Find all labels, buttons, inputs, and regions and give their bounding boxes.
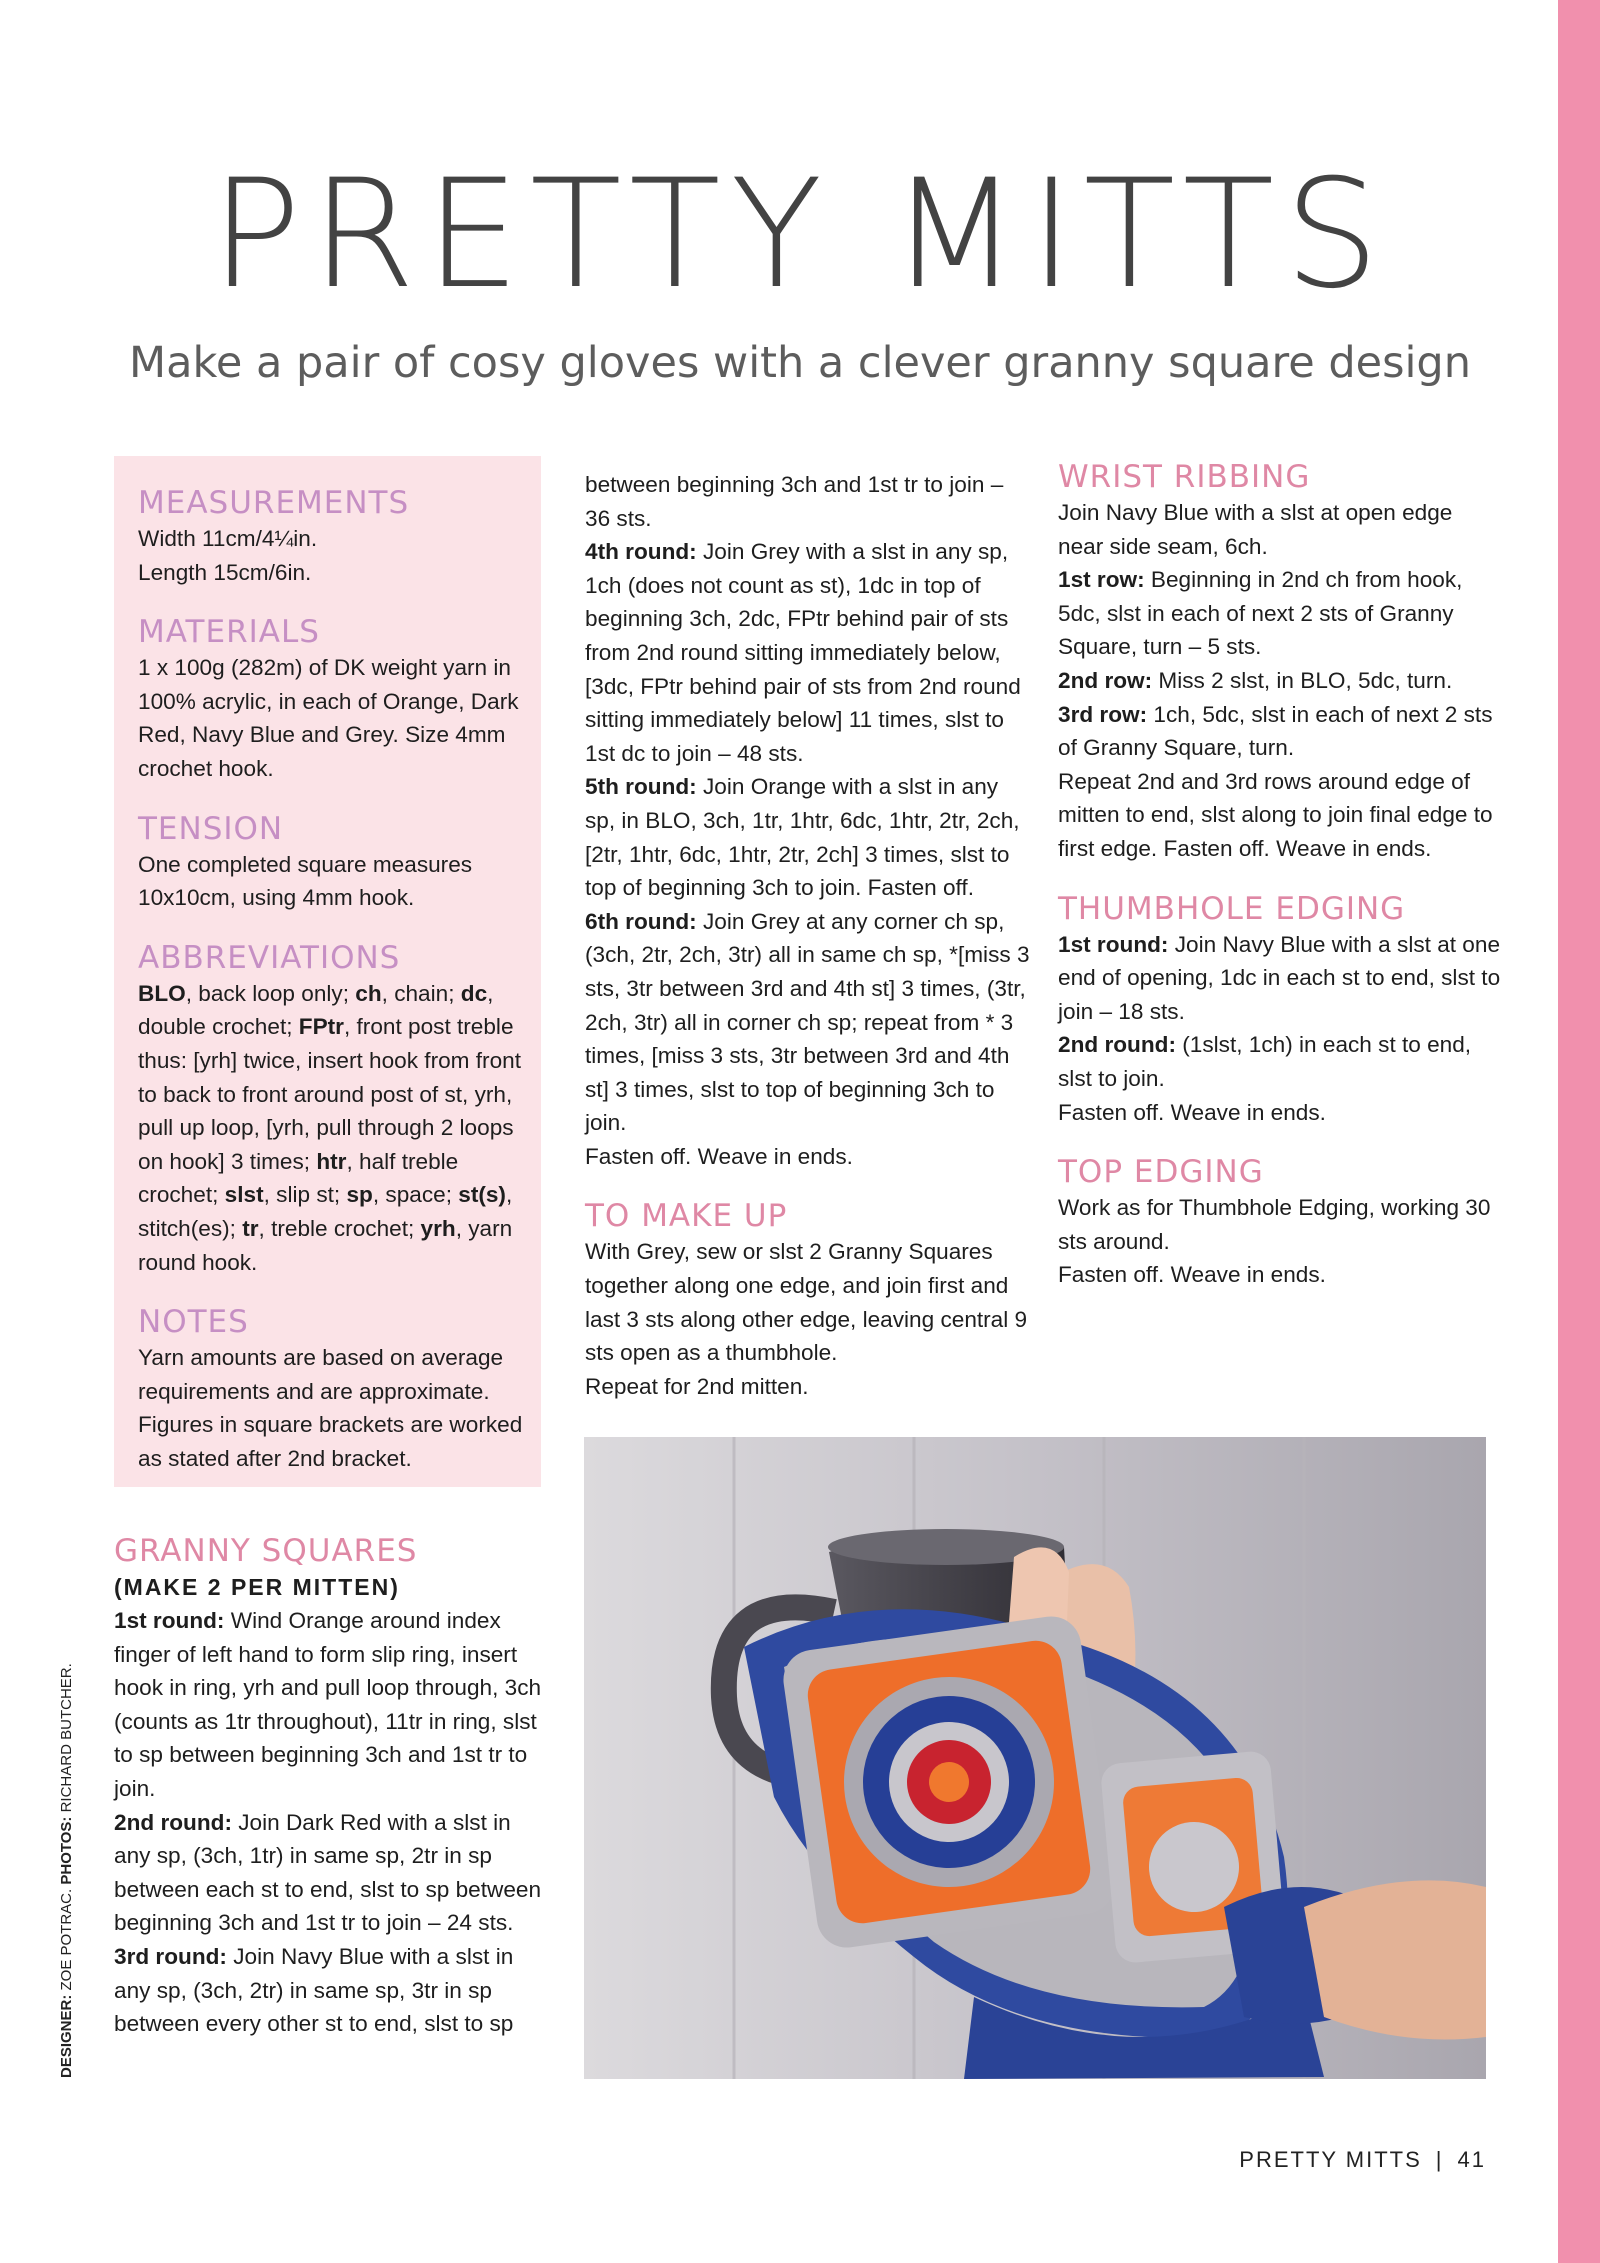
- abbr-term: BLO: [138, 980, 186, 1006]
- abbr-definition: , front post treble thus: [yrh] twice, insert hook from front to back to front around post of st, yrh, pull up loop, [yrh, pull through 2 loops on hook] 3 times;: [138, 1014, 521, 1174]
- abbr-term: FPtr: [298, 1014, 344, 1040]
- round-label: 3rd round:: [114, 1943, 227, 1969]
- round-text: Join Navy Blue with a slst at one end of opening, 1dc in each st to end, slst to join – 18 sts.: [1058, 931, 1501, 1024]
- round-text: Join Grey with a slst in any sp, 1ch (does not count as st), 1dc in top of beginning 3ch, 2dc, FPtr behind pair of sts from 2nd round sitting immediately below, [3dc, FPtr behind pair of sts from 2nd round sitting immediately below] 11 times, slst to 1st dc to join – 48 sts.: [585, 539, 1021, 766]
- to-make-up-text: With Grey, sew or slst 2 Granny Squares together along one edge, and join first and last 3 sts along other edge, leaving central 9 sts open as a thumbhole.: [585, 1239, 1028, 1366]
- abbreviations-text: [138, 977, 528, 1279]
- photos-label: PHOTOS:: [58, 1816, 75, 1885]
- notes-heading: NOTES: [138, 1304, 249, 1341]
- row-3: [1058, 698, 1503, 765]
- abbr-term: dc: [460, 980, 488, 1006]
- abbr-definition: , back loop only;: [185, 980, 356, 1006]
- page-footer: [1239, 2147, 1486, 2173]
- round-label: 6th round:: [585, 908, 697, 934]
- repeat-text: Repeat for 2nd mitten.: [585, 1373, 809, 1399]
- page-title: PRETTY MITTS: [210, 148, 1390, 322]
- abbr-term: st(s): [458, 1182, 506, 1208]
- row-text: Miss 2 slst, in BLO, 5dc, turn.: [1152, 667, 1453, 693]
- granny-squares-subheading: (MAKE 2 PER MITTEN): [114, 1574, 400, 1600]
- fasten-off-text: Fasten off. Weave in ends.: [585, 1143, 853, 1169]
- abbr-definition: , double crochet;: [138, 980, 494, 1040]
- abbr-definition: , stitch(es);: [138, 1182, 513, 1241]
- abbr-definition: , slip st;: [263, 1182, 347, 1208]
- round-label: 5th round:: [585, 774, 697, 800]
- wrist-ribbing-outro: Repeat 2nd and 3rd rows around edge of mitten to end, slst along to join final edge to first edge. Fasten off. Weave in ends.: [1058, 768, 1493, 861]
- abbreviations-heading: ABBREVIATIONS: [138, 939, 401, 976]
- round-label: 2nd round:: [114, 1809, 232, 1835]
- abbr-definition: , yarn round hook.: [138, 1215, 513, 1275]
- round-1: [114, 1604, 544, 1806]
- granny-squares-heading: GRANNY SQUARES: [114, 1533, 418, 1569]
- tension-text: One completed square measures 10x10cm, using 4mm hook.: [138, 851, 473, 911]
- round-6: [585, 905, 1030, 1140]
- granny-squares-section: [114, 1532, 544, 2041]
- wrist-ribbing-intro: Join Navy Blue with a slst at open edge near side seam, 6ch.: [1058, 500, 1453, 559]
- round-2: [114, 1806, 544, 1940]
- footer-title: PRETTY MITTS: [1239, 2147, 1422, 2172]
- to-make-up-heading: TO MAKE UP: [585, 1198, 788, 1235]
- designer-name: ZOE POTRAC.: [58, 1884, 75, 1995]
- info-column: [138, 484, 528, 1475]
- top-edging-fasten-off: Fasten off. Weave in ends.: [1058, 1262, 1326, 1288]
- round-text: Join Grey at any corner ch sp, (3ch, 2tr, 2ch, 3tr) all in same ch sp, *[miss 3 sts, 3tr between 3rd and 4th st] 3 times, (3tr, 2ch, 3tr) all in corner ch sp; repeat from * 3 times, [miss 3 sts, 3tr between 3rd and 4th st] 3 times, slst to top of beginning 3ch to join.: [585, 908, 1030, 1136]
- abbr-term: sp: [346, 1182, 373, 1208]
- measurement-width: Width 11cm/4¼in.: [138, 526, 318, 551]
- round-4: [585, 535, 1030, 770]
- measurement-length: Length 15cm/6in.: [138, 559, 312, 585]
- photographer-name: RICHARD BUTCHER.: [58, 1663, 75, 1817]
- thumbhole-fasten-off: Fasten off. Weave in ends.: [1058, 1099, 1326, 1125]
- thumbhole-round-1: [1058, 928, 1503, 1029]
- footer-separator: |: [1435, 2147, 1444, 2172]
- photo-credit: [58, 1663, 75, 2078]
- row-text: 1ch, 5dc, slst in each of next 2 sts of Granny Square, turn.: [1058, 701, 1493, 761]
- abbr-definition: , treble crochet;: [258, 1215, 421, 1241]
- materials-heading: MATERIALS: [138, 614, 320, 651]
- round-label: 1st round:: [1058, 931, 1169, 957]
- round-label: 1st round:: [114, 1608, 225, 1633]
- continued-text: between beginning 3ch and 1st tr to join – 36 sts.: [585, 472, 1004, 531]
- row-label: 1st row:: [1058, 567, 1145, 593]
- round-label: 2nd round:: [1058, 1032, 1176, 1058]
- row-label: 3rd row:: [1058, 701, 1148, 727]
- abbr-term: htr: [316, 1148, 347, 1174]
- mitten-photo-illustration: [584, 1437, 1486, 2079]
- page-subtitle: Make a pair of cosy gloves with a clever granny square design: [129, 338, 1471, 388]
- mitten-photo: [584, 1437, 1486, 2079]
- thumbhole-round-2: [1058, 1028, 1503, 1095]
- top-edging-heading: TOP EDGING: [1058, 1154, 1264, 1191]
- round-text: Wind Orange around index finger of left hand to form slip ring, insert hook in ring, yrh and pull loop through, 3ch (counts as 1tr throughout), 11tr in ring, slst to sp between beginning 3ch and 1st tr to join.: [114, 1608, 542, 1801]
- measurements-heading: MEASUREMENTS: [138, 485, 410, 521]
- pattern-column-right: [1058, 458, 1503, 1292]
- round-text: Join Orange with a slst in any sp, in BLO, 3ch, 1tr, 1htr, 6dc, 1htr, 2tr, 2ch, [2tr, 1htr, 6dc, 1htr, 2tr, 2ch] 3 times, slst to top of beginning 3ch to join. Fasten off.: [585, 774, 1020, 901]
- pattern-column-middle: [585, 468, 1030, 1403]
- wrist-ribbing-heading: WRIST RIBBING: [1058, 459, 1311, 495]
- page-number: 41: [1457, 2147, 1486, 2172]
- abbr-term: yrh: [420, 1215, 456, 1241]
- round-text: (1slst, 1ch) in each st to end, slst to join.: [1058, 1032, 1472, 1091]
- round-text: Join Navy Blue with a slst in any sp, (3ch, 2tr) in same sp, 3tr in sp between every other st to end, slst to sp: [114, 1943, 514, 2037]
- notes-text: Yarn amounts are based on average requirements and are approximate. Figures in square brackets are worked as stated after 2nd bracket.: [138, 1345, 523, 1471]
- materials-text: 1 x 100g (282m) of DK weight yarn in 100% acrylic, in each of Orange, Dark Red, Navy Blue and Grey. Size 4mm crochet hook.: [138, 655, 519, 781]
- row-label: 2nd row:: [1058, 667, 1153, 693]
- row-text: Beginning in 2nd ch from hook, 5dc, slst in each of next 2 sts of Granny Square, turn – 5 sts.: [1058, 567, 1463, 660]
- round-text: Join Dark Red with a slst in any sp, (3ch, 1tr) in same sp, 2tr in sp between each st to end, slst to sp between beginning 3ch and 1st tr to join – 24 sts.: [114, 1809, 542, 1936]
- abbr-term: slst: [224, 1182, 264, 1208]
- row-1: [1058, 563, 1503, 664]
- thumbhole-edging-heading: THUMBHOLE EDGING: [1058, 890, 1406, 927]
- abbr-definition: , half treble crochet;: [138, 1148, 459, 1208]
- abbr-term: tr: [242, 1215, 259, 1241]
- abbr-definition: , chain;: [381, 980, 461, 1006]
- tension-heading: TENSION: [138, 810, 284, 847]
- abbr-definition: , space;: [372, 1182, 459, 1208]
- round-5: [585, 770, 1030, 904]
- round-label: 4th round:: [585, 539, 697, 565]
- top-edging-text: Work as for Thumbhole Edging, working 30 sts around.: [1058, 1195, 1491, 1254]
- abbr-term: ch: [355, 980, 382, 1006]
- round-3: [114, 1940, 544, 2041]
- row-2: [1058, 664, 1503, 698]
- designer-label: DESIGNER:: [58, 1994, 75, 2078]
